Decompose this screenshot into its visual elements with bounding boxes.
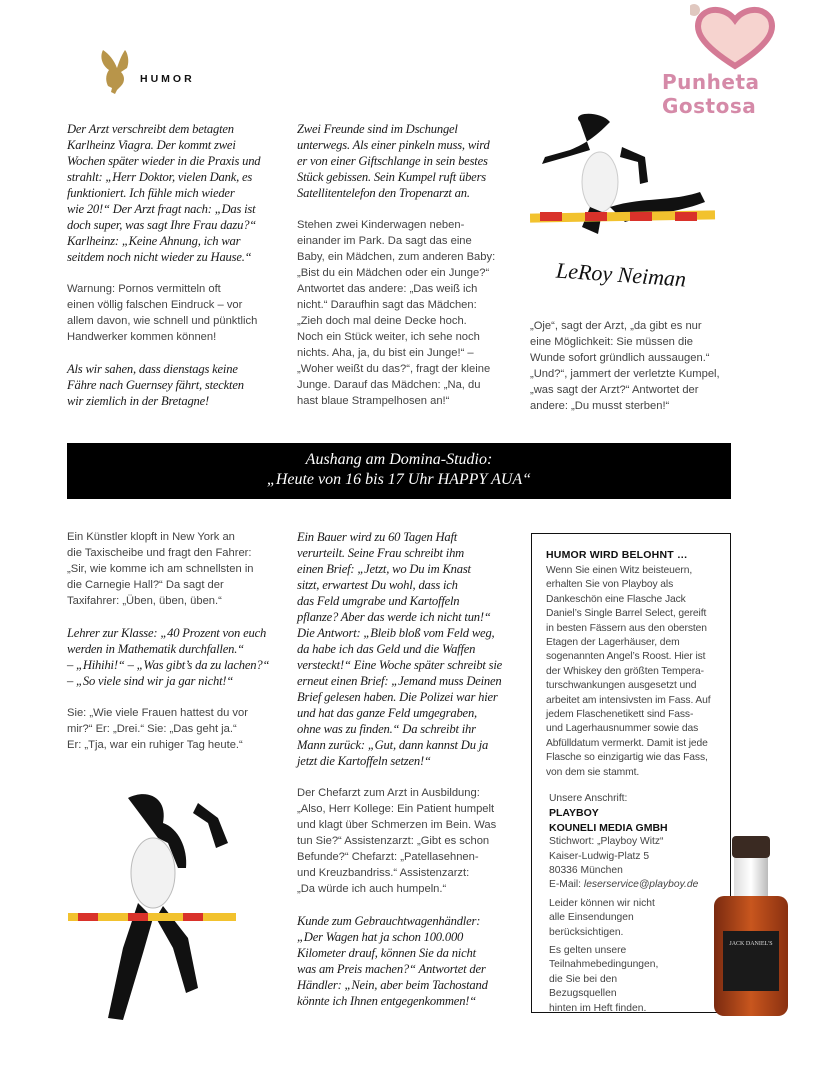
address-label: Unsere Anschrift: bbox=[549, 793, 628, 804]
box-body: Wenn Sie einen Witz beisteuern, erhalten Sie von Playboy als Dankeschön eine Flasche Jack Daniel’s Single Barrel Select, gereift in besten Fässern aus den obersten Etagen der Lagerhäuser, dem sogenannten Angel’s Roost. Hier ist der Whiskey den größten Tempera- turschwankungen ausgesetzt und arbeitet am intensivsten im Fass. Auf jedem Flaschenetikett sind Fass- und Lagerhausnummer sowie das Abfülldatum vermerkt. Damit ist jede Flasche so einzigartig wie das Fass, von dem sie stammt. bbox=[546, 565, 711, 778]
joke-dschungel: Zwei Freunde sind im Dschungel unterwegs. Als einer pinkeln muss, wird er von einer Giftschlange in sein bestes Stück gebissen. Sein Kumpel ruft übers Satellitentelefon den Tropenarzt an. bbox=[297, 122, 490, 200]
hurdler-illustration-bottom bbox=[68, 788, 248, 1033]
banner-line-2: „Heute von 16 bis 17 Uhr HAPPY AUA“ bbox=[266, 471, 532, 488]
street: Kaiser-Ludwig-Platz 5 bbox=[549, 850, 650, 862]
joke-dschungel-ending: „Oje“, sagt der Arzt, „da gibt es nur eine Möglichkeit: Sie müssen die Wunde sofort gründlich aussaugen.“ „Und?“, jammert der verletzte Kumpel, „was sagt der Arzt?“ Antwortet der andere: „Du musst sterben!“ bbox=[530, 320, 720, 412]
joke-pornos: Warnung: Pornos vermitteln oft einen völlig falschen Eindruck – vor allem davon, wie schnell und pünktlich Handwerker kommen können! bbox=[67, 283, 258, 343]
note-1: Leider können wir nicht alle Einsendungen berücksichtigen. bbox=[549, 897, 655, 938]
keyword: Stichwort: „Playboy Witz“ bbox=[549, 836, 664, 848]
playboy-bunny-logo bbox=[97, 48, 131, 101]
joke-gebrauchtwagen: Kunde zum Gebrauchtwagenhändler: „Der Wagen hat ja schon 100.000 Kilometer drauf, können Sie da nicht was am Preis machen?“ Antwortet der Händler: „Nein, aber beim Tachostand könnte ich Ihnen entgegenkommen!“ bbox=[297, 914, 488, 1008]
column-2 bbox=[297, 121, 523, 409]
joke-bauer: Ein Bauer wird zu 60 Tagen Haft verurteilt. Seine Frau schreibt ihm einen Brief: „Jetzt, wo Du im Knast sitzt, erwartest Du wohl, dass ich das Feld umgrabe und Kartoffeln pflanze? Aber das werde ich nicht tun!“ Die Antwort: „Bleib bloß vom Feld weg, da habe ich das Geld und die Waffen versteckt!“ Eine Woche später schreibt sie erneut einen Brief: „Jemand muss Deinen Brief gelesen haben. Die Polizei war hier und hat das ganze Feld umgegraben, ohne was zu finden.“ Da schreibt ihr Mann zurück: „Gut, dann kannst Du ja jetzt die Kartoffeln setzen!“ bbox=[297, 530, 503, 768]
bottle-label: JACK DANIEL'S bbox=[723, 931, 779, 991]
joke-carnegie-hall: Ein Künstler klopft in New York an die Taxischeibe und fragt den Fahrer: „Sir, wie komme ich am schnellsten in die Carnegie Hall?“ Da sagt der Taxifahrer: „Üben, üben, üben.“ bbox=[67, 531, 254, 607]
company-line-1: PLAYBOY bbox=[549, 807, 599, 820]
company-line-2: KOUNELI MEDIA GMBH bbox=[549, 821, 668, 834]
joke-frauen: Sie: „Wie viele Frauen hattest du vor mir?“ Er: „Drei.“ Sie: „Das geht ja.“ Er: „Tja, war ein ruhiger Tag heute.“ bbox=[67, 707, 248, 751]
section-label: HUMOR bbox=[140, 73, 195, 85]
joke-viagra: Der Arzt verschreibt dem betagten Karlheinz Viagra. Der kommt zwei Wochen später wieder in die Praxis und strahlt: „Herr Doktor, vielen Dank, es funktioniert. Ich fühle mich wieder wie 20!“ Der Arzt fragt nach: „Das ist doch super, was sagt Ihre Frau dazu?“ Karlheinz: „Keine Ahnung, ich war seitdem noch nicht wieder zu Hause.“ bbox=[67, 122, 261, 264]
joke-bretagne: Als wir sahen, dass dienstags keine Fähre nach Guernsey fährt, steckten wir ziemlich in der Bretagne! bbox=[67, 362, 244, 408]
column-1 bbox=[67, 121, 289, 409]
address-block bbox=[549, 792, 698, 1016]
email-label: E-Mail: bbox=[549, 879, 584, 891]
headline-banner bbox=[67, 443, 731, 499]
banner-line-1: Aushang am Domina-Studio: bbox=[305, 451, 493, 468]
heart-watermark-icon bbox=[690, 2, 780, 75]
whiskey-bottle-image bbox=[714, 836, 788, 1024]
joke-chefarzt: Der Chefarzt zum Arzt in Ausbildung: „Also, Herr Kollege: Ein Patient humpelt und klagt über Schmerzen im Bein. Was tun Sie?“ Assistenzarzt: „Gibt es schon Befunde?“ Chefarzt: „Patellasehnen- und Kreuzbandriss.“ Assistenzarzt: „Da würde ich auch humpeln.“ bbox=[297, 787, 497, 895]
note-2: Es gelten unsere Teilnahmebedingungen, die Sie bei den Bezugsquellen hinten im Heft finden. bbox=[549, 945, 659, 1014]
email-link[interactable]: leserservice@playboy.de bbox=[583, 879, 699, 891]
box-title: HUMOR WIRD BELOHNT … bbox=[546, 549, 688, 561]
column-5 bbox=[297, 529, 525, 1009]
artist-signature: LeRoy Neiman bbox=[555, 257, 687, 292]
watermark-text: Punheta Gostosa bbox=[662, 70, 760, 118]
joke-kinderwagen: Stehen zwei Kinderwagen neben- einander im Park. Da sagt das eine Baby, ein Mädchen, zum anderen Baby: „Bist du ein Mädchen oder ein Junge?“ Antwortet das andere: „Das weiß ich nicht.“ Daraufhin sagt das Mädchen: „Zieh doch mal deine Decke hoch. Noch ein Stück weiter, ich sehe noch nichts. Aha, ja, du bist ein Junge!“ – „Woher weißt du das?“, fragt der kleine Junge. Darauf das Mädchen: „Na, du hast blaue Strampelhosen an!“ bbox=[297, 219, 496, 407]
column-4 bbox=[67, 529, 289, 753]
hurdler-illustration-top bbox=[530, 112, 720, 247]
joke-mathematik: Lehrer zur Klasse: „40 Prozent von euch werden in Mathematik durchfallen.“ – „Hihihi!“ – „Was gibt’s da zu lachen?“ – „So viele sind wir ja gar nicht!“ bbox=[67, 626, 270, 688]
city: 80336 München bbox=[549, 865, 623, 877]
